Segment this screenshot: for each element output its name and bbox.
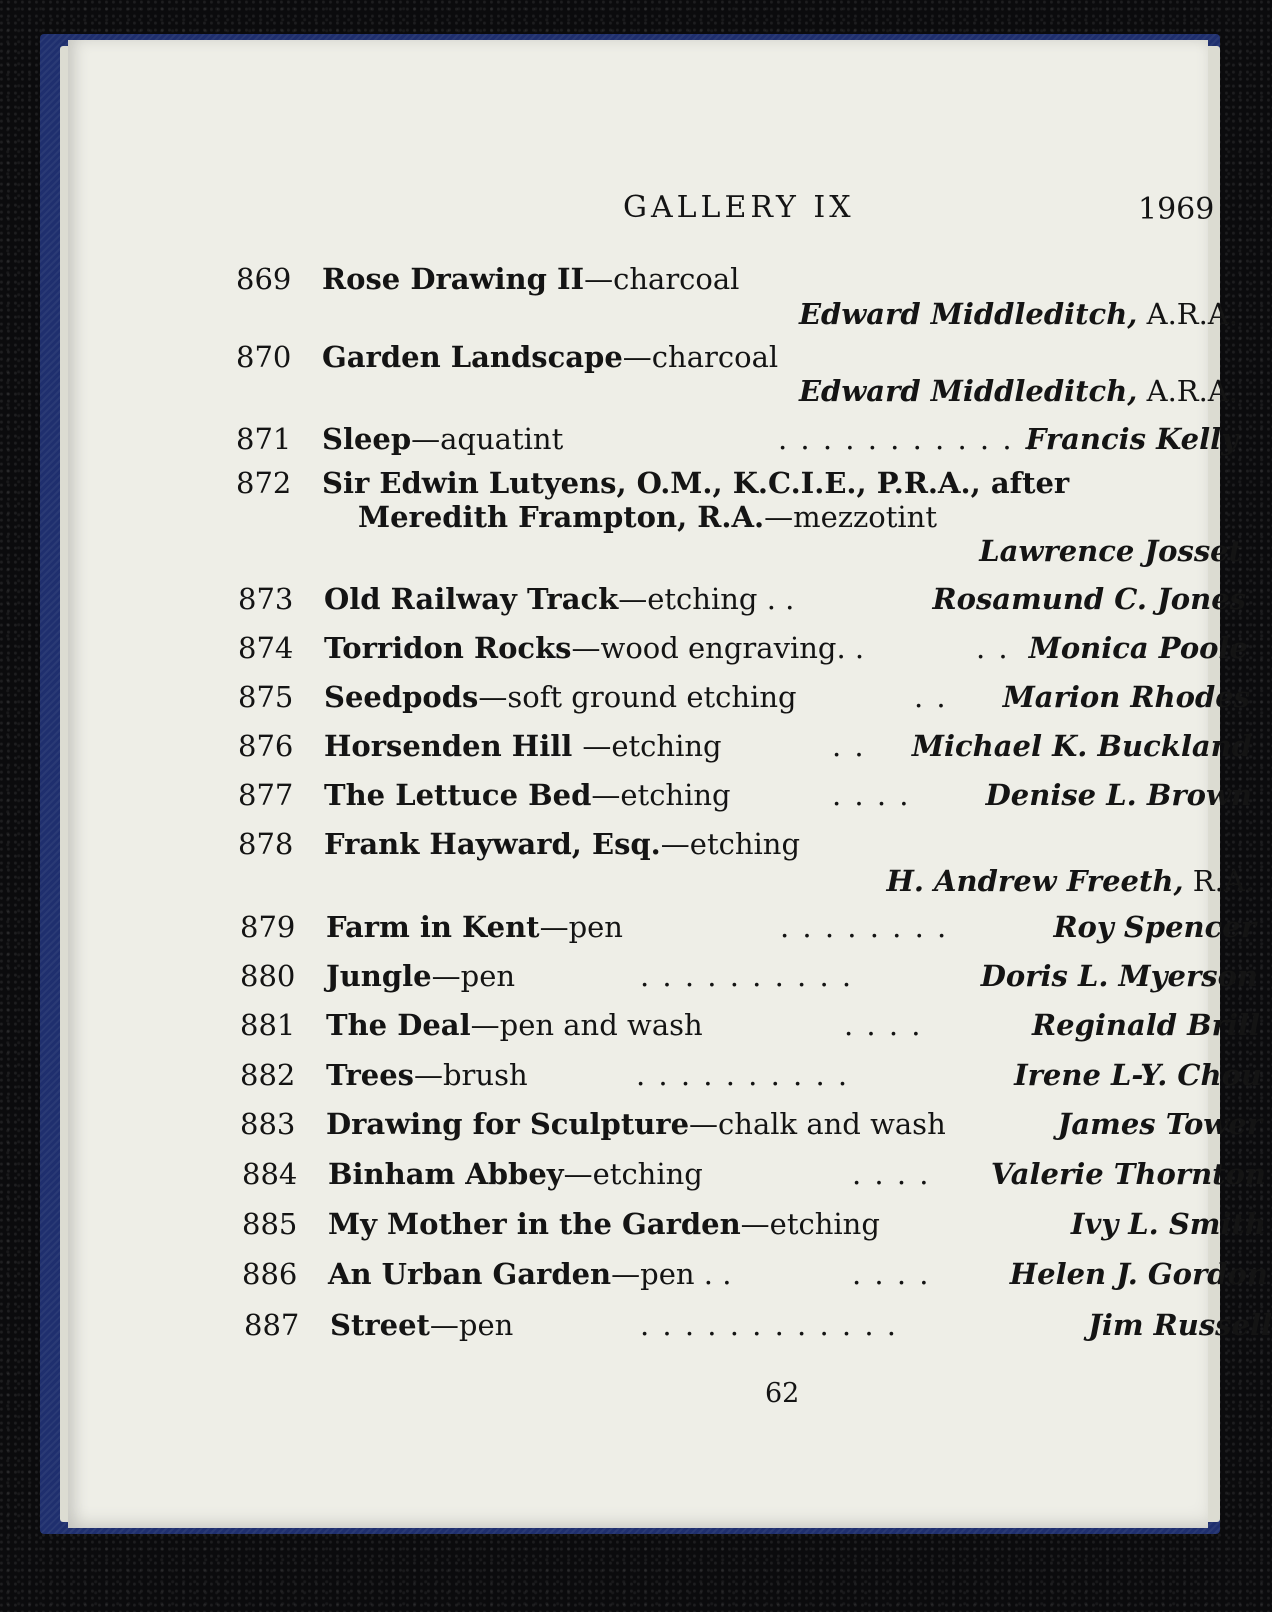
entry-artist: Jim Russell xyxy=(1088,1308,1272,1342)
entry-number: 869 xyxy=(236,262,292,296)
entry-number: 871 xyxy=(236,422,292,456)
catalogue-entry xyxy=(236,422,1236,456)
entry-artist: H. Andrew Freeth, R.A. xyxy=(886,864,1254,898)
entry-title: Trees—brush xyxy=(326,1058,528,1092)
entry-artist: Edward Middleditch, A.R.A. xyxy=(798,374,1238,408)
leader-dots: . . xyxy=(914,680,948,714)
entry-artist: Lawrence Josset xyxy=(979,534,1242,568)
entry-number: 886 xyxy=(242,1257,298,1291)
entry-title: Drawing for Sculpture—chalk and wash xyxy=(326,1107,946,1141)
entry-artist: Michael K. Buckland xyxy=(911,729,1252,763)
entry-number: 885 xyxy=(242,1207,298,1241)
catalogue-entry xyxy=(240,910,1256,944)
entry-title: Sleep—aquatint xyxy=(322,422,564,456)
catalogue-entry xyxy=(238,827,1254,898)
entry-title: Torridon Rocks—wood engraving. . xyxy=(324,631,865,665)
entry-number: 878 xyxy=(238,827,294,861)
entry-title: Jungle—pen xyxy=(326,959,516,993)
catalogue-entry xyxy=(236,262,1236,330)
entry-title: The Deal—pen and wash xyxy=(326,1008,703,1042)
entry-artist: Irene L-Y. Chou xyxy=(1014,1058,1262,1092)
entry-artist: Reginald Brill xyxy=(1032,1008,1260,1042)
catalogue-entry xyxy=(242,1157,1266,1191)
catalogue-entry xyxy=(244,1308,1272,1342)
entry-number: 876 xyxy=(238,729,294,763)
entry-title: The Lettuce Bed—etching xyxy=(324,778,731,812)
entry-artist: Francis Kelly xyxy=(1025,422,1238,456)
entry-artist: Denise L. Brown xyxy=(985,778,1252,812)
catalogue-entry xyxy=(238,778,1252,812)
entry-number: 881 xyxy=(240,1008,296,1042)
entry-artist: Monica Poole xyxy=(1028,631,1248,665)
entry-title: Horsenden Hill —etching xyxy=(324,729,722,763)
leader-dots: . . . . xyxy=(844,1008,923,1042)
catalogue-entry xyxy=(242,1257,1268,1291)
leader-dots: . . . . xyxy=(832,778,911,812)
leader-dots: . . . . . . . . . . . . xyxy=(778,422,1037,456)
entry-artist: Rosamund C. Jones xyxy=(932,582,1246,616)
entry-number: 879 xyxy=(240,910,296,944)
leader-dots: . . . . . . . . xyxy=(780,910,949,944)
entry-artist: Edward Middleditch, A.R.A. xyxy=(798,297,1238,331)
leader-dots: . . . . . . . . . . xyxy=(636,1058,850,1092)
leader-dots: . . . . xyxy=(852,1257,931,1291)
catalogue-entry xyxy=(238,680,1250,714)
entry-title: Old Railway Track—etching . . xyxy=(324,582,795,616)
entry-artist: Helen J. Gordon xyxy=(1009,1257,1268,1291)
entry-number: 870 xyxy=(236,340,292,374)
entry-artist: Valerie Thornton xyxy=(990,1157,1266,1191)
catalogue-entry xyxy=(238,729,1252,763)
entry-number: 883 xyxy=(240,1107,296,1141)
catalogue-entry xyxy=(242,1207,1266,1241)
entry-artist: Marion Rhodes xyxy=(1002,680,1250,714)
catalogue-entry xyxy=(240,1008,1260,1042)
entry-artist: James Tower xyxy=(1057,1107,1262,1141)
entry-title: Farm in Kent—pen xyxy=(326,910,623,944)
entry-number: 873 xyxy=(238,582,294,616)
entry-number: 887 xyxy=(244,1308,300,1342)
leader-dots: . . . . . . . . . . . . xyxy=(640,1308,899,1342)
entry-artist: Roy Spencer xyxy=(1053,910,1256,944)
entry-title: An Urban Garden—pen . . xyxy=(328,1257,732,1291)
entry-number: 882 xyxy=(240,1058,296,1092)
entry-title: Binham Abbey—etching xyxy=(328,1157,703,1191)
entry-title: Seedpods—soft ground etching xyxy=(324,680,797,714)
entry-artist: Ivy L. Smith xyxy=(1070,1207,1266,1241)
catalogue-entry xyxy=(236,340,1236,408)
entry-title: Sir Edwin Lutyens, O.M., K.C.I.E., P.R.A., after xyxy=(322,466,1070,500)
year: 1969 xyxy=(1138,192,1215,227)
catalogue-entry xyxy=(238,631,1248,665)
gallery-title: GALLERY IX xyxy=(623,190,855,225)
catalogue-entry xyxy=(240,1058,1262,1092)
entry-number: 875 xyxy=(238,680,294,714)
leader-dots: . . . . xyxy=(852,1157,931,1191)
catalogue-page xyxy=(68,40,1272,1528)
entry-title: Street—pen xyxy=(330,1308,514,1342)
entry-number: 877 xyxy=(238,778,294,812)
catalogue-entry xyxy=(236,466,1242,568)
entry-title: My Mother in the Garden—etching xyxy=(328,1207,880,1241)
entry-number: 884 xyxy=(242,1157,298,1191)
entry-title: Garden Landscape—charcoal xyxy=(322,340,779,374)
page-number: 62 xyxy=(765,1378,800,1409)
leader-dots: . . xyxy=(976,631,1010,665)
entry-number: 872 xyxy=(236,466,292,500)
entry-number: 880 xyxy=(240,959,296,993)
leader-dots: . . . . . . . . . . xyxy=(640,959,854,993)
entry-artist: Doris L. Myerson xyxy=(980,959,1258,993)
entry-number: 874 xyxy=(238,631,294,665)
entry-title-continued: Meredith Frampton, R.A.—mezzotint xyxy=(358,500,938,534)
catalogue-entry xyxy=(238,582,1246,616)
leader-dots: . . xyxy=(832,729,866,763)
catalogue-entry xyxy=(240,1107,1262,1141)
entry-title: Frank Hayward, Esq.—etching xyxy=(324,827,801,861)
catalogue-entry xyxy=(240,959,1258,993)
entry-title: Rose Drawing II—charcoal xyxy=(322,262,740,296)
